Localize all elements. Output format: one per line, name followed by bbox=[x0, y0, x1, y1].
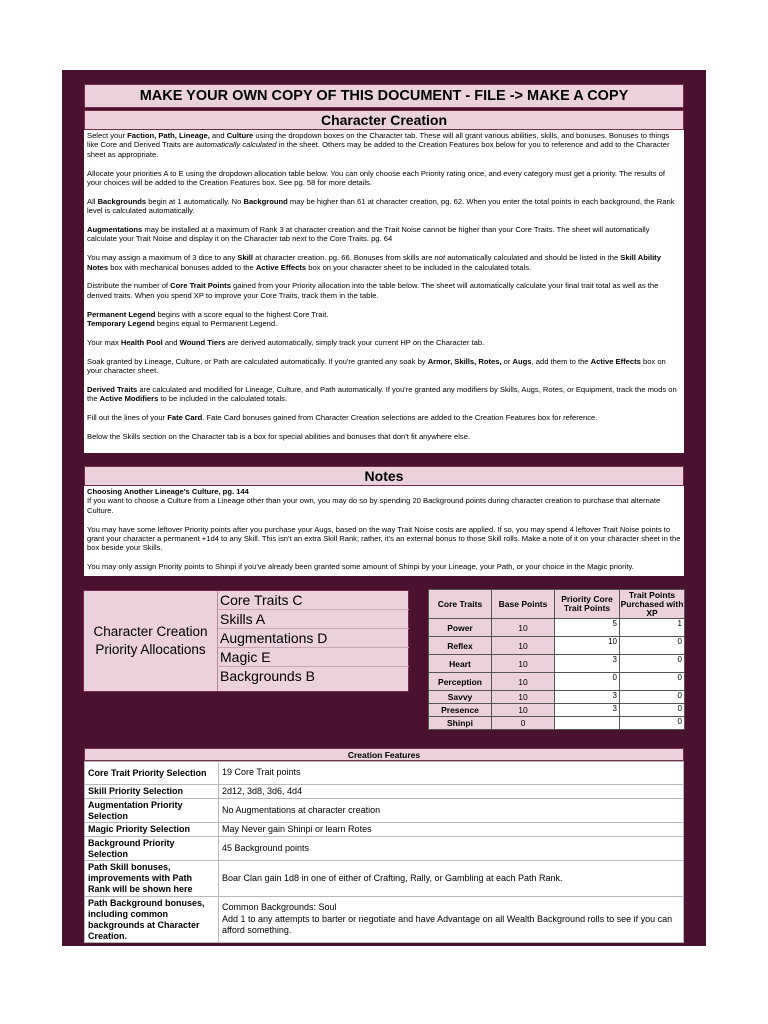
instruction-paragraph: Fill out the lines of your Fate Card. Fate Card bonuses gained from Character Creation selections are added to the Creation Features box for reference. bbox=[87, 413, 598, 423]
priority-dropdown-core-traits[interactable]: Core Traits C bbox=[218, 591, 409, 610]
instruction-paragraph: Soak granted by Lineage, Culture, or Path are calculated automatically. If you're granted any soak by Armor, Skills, Rotes, or Augs, add them to the Active Effects box on your character sheet. bbox=[87, 356, 666, 376]
col-base-points: Base Points bbox=[492, 590, 555, 619]
table-row bbox=[429, 655, 685, 673]
feature-label: Background Priority Selection bbox=[85, 837, 219, 861]
col-priority-points: Priority Core Trait Points bbox=[555, 590, 620, 619]
table-row bbox=[85, 861, 684, 897]
feature-label: Magic Priority Selection bbox=[85, 823, 219, 837]
col-core-traits: Core Traits bbox=[429, 590, 492, 619]
table-row bbox=[429, 637, 685, 655]
table-row bbox=[85, 762, 684, 785]
trait-priority-input[interactable]: 10 bbox=[555, 637, 620, 655]
trait-name: Presence bbox=[429, 704, 492, 717]
instruction-paragraph: Derived Traits are calculated and modified for Lineage, Culture, and Path automatically. If you're granted any modifiers by Skills, Augs, Rotes, or Equipment, track the mods on the Active Modifiers to be included in the calculated totals. bbox=[87, 384, 677, 404]
feature-value-line: Common Backgrounds: Soul bbox=[222, 902, 337, 913]
priority-dropdown-backgrounds[interactable]: Backgrounds B bbox=[220, 668, 315, 684]
priority-dropdown-skills[interactable]: Skills A bbox=[218, 610, 409, 629]
creation-features-heading: Creation Features bbox=[84, 748, 684, 761]
trait-priority-input[interactable]: 0 bbox=[555, 673, 620, 691]
trait-xp-input[interactable]: 0 bbox=[620, 691, 685, 704]
table-row bbox=[85, 785, 684, 799]
trait-base: 10 bbox=[492, 704, 555, 717]
feature-value: 45 Background points bbox=[219, 837, 684, 861]
table-row bbox=[429, 704, 685, 717]
priority-allocations-panel bbox=[83, 590, 409, 692]
note-paragraph: You may only assign Priority points to Shinpi if you've already been granted some amount of Shinpi by your Lineage, your Path, or your choice in the Magic priority. bbox=[87, 562, 634, 572]
core-traits-table bbox=[428, 589, 685, 730]
instruction-paragraph: Permanent Legend begins with a score equal to the highest Core Trait. Temporary Legend begins equal to Permanent Legend. bbox=[87, 309, 329, 329]
trait-base: 10 bbox=[492, 655, 555, 673]
table-row bbox=[85, 799, 684, 823]
trait-priority-input[interactable]: 3 bbox=[555, 655, 620, 673]
table-row bbox=[85, 897, 684, 943]
character-creation-heading: Character Creation bbox=[84, 110, 684, 130]
trait-xp-input[interactable]: 0 bbox=[620, 655, 685, 673]
priority-dropdown-augmentations[interactable]: Augmentations D bbox=[218, 629, 409, 648]
trait-base: 10 bbox=[492, 619, 555, 637]
trait-xp-input[interactable]: 1 bbox=[620, 619, 685, 637]
instruction-paragraph: Below the Skills section on the Character tab is a box for special abilities and bonuses that don't fit anywhere else. bbox=[87, 431, 471, 441]
feature-label: Core Trait Priority Selection bbox=[85, 762, 219, 785]
table-row bbox=[429, 619, 685, 637]
trait-name: Reflex bbox=[429, 637, 492, 655]
instruction-paragraph: Allocate your priorities A to E using the dropdown allocation table below. You can only choose each Priority rating once, and every category must get a priority. The results of your choices will be added to the Creation Features box. See pg. 58 for more details. bbox=[87, 168, 666, 188]
table-row bbox=[429, 691, 685, 704]
trait-base: 10 bbox=[492, 691, 555, 704]
feature-label: Augmentation Priority Selection bbox=[85, 799, 219, 823]
creation-features-table bbox=[84, 761, 684, 943]
trait-priority-input[interactable]: 3 bbox=[555, 704, 620, 717]
table-row bbox=[85, 823, 684, 837]
priority-dropdown-magic[interactable]: Magic E bbox=[218, 648, 409, 667]
feature-value-line: Add 1 to any attempts to barter or negotiate and have Advantage on all Wealth Background rolls to see if you can afford something. bbox=[222, 913, 673, 936]
instruction-paragraph: Your max Health Pool and Wound Tiers are derived automatically, simply track your current HP on the Character tab. bbox=[87, 337, 485, 347]
instruction-paragraph: You may assign a maximum of 3 dice to any Skill at character creation. pg. 66. Bonuses from skills are not automatically calculated and should be listed in the Skill Ability Notes box with mechanical bonuses added to the Active Effects box on your character sheet to be included in the calculated totals. bbox=[87, 253, 661, 272]
notes-heading: Notes bbox=[84, 466, 684, 486]
instruction-paragraph: Distribute the number of Core Trait Points gained from your Priority allocation into the table below. The sheet will automatically calculate your final trait total as well as the derived traits. When you spend XP to improve your Core Traits, track them in the table. bbox=[87, 281, 659, 300]
trait-priority-input[interactable]: 5 bbox=[555, 619, 620, 637]
trait-xp-input[interactable]: 0 bbox=[620, 637, 685, 655]
trait-xp-input[interactable]: 0 bbox=[620, 717, 685, 730]
trait-name: Heart bbox=[429, 655, 492, 673]
feature-value bbox=[219, 897, 684, 943]
trait-name: Perception bbox=[429, 673, 492, 691]
priority-label-line1: Character Creation bbox=[93, 624, 208, 639]
priority-allocations-label bbox=[84, 591, 217, 691]
notes-text bbox=[84, 486, 684, 576]
trait-xp-input[interactable]: 0 bbox=[620, 704, 685, 717]
feature-value: No Augmentations at character creation bbox=[219, 799, 684, 823]
feature-value: 2d12, 3d8, 3d6, 4d4 bbox=[219, 785, 684, 799]
trait-base: 0 bbox=[492, 717, 555, 730]
table-row bbox=[429, 717, 685, 730]
priority-label-line2: Priority Allocations bbox=[95, 642, 206, 657]
feature-value: 19 Core Trait points bbox=[219, 762, 684, 785]
feature-label: Skill Priority Selection bbox=[85, 785, 219, 799]
trait-name: Savvy bbox=[429, 691, 492, 704]
feature-label: Path Skill bonuses, improvements with Path Rank will be shown here bbox=[85, 861, 219, 897]
instruction-paragraph: All Backgrounds begin at 1 automatically. No Background may be higher than 61 at character creation, pg. 62. When you enter the total points in each background, the Rank level is calculated automatically. bbox=[87, 196, 675, 216]
trait-base: 10 bbox=[492, 673, 555, 691]
col-xp-points: Trait Points Purchased with XP bbox=[620, 589, 684, 618]
trait-name: Shinpi bbox=[429, 717, 492, 730]
trait-base: 10 bbox=[492, 637, 555, 655]
trait-priority-input[interactable]: 3 bbox=[555, 691, 620, 704]
trait-priority-input[interactable] bbox=[555, 717, 620, 730]
character-creation-instructions bbox=[84, 130, 684, 453]
priority-dropdown-list bbox=[217, 591, 409, 691]
note-paragraph: Choosing Another Lineage's Culture, pg. 144 If you want to choose a Culture from a Lineage other than your own, you may do so by spending 20 Background points during character creation to purchase that alternate Culture. bbox=[87, 487, 661, 515]
instruction-paragraph: Augmentations may be installed at a maximum of Rank 3 at character creation and the Trait Noise cannot be higher than your Core Traits. The sheet will automatically calculate your Trait Noise and display it on the Character tab next to the Core Traits. pg. 64 bbox=[87, 225, 650, 244]
feature-value: Boar Clan gain 1d8 in one of either of Crafting, Rally, or Gambling at each Path Rank. bbox=[219, 861, 684, 897]
table-row bbox=[429, 673, 685, 691]
copy-banner: MAKE YOUR OWN COPY OF THIS DOCUMENT - FILE -> MAKE A COPY bbox=[84, 84, 684, 108]
feature-label: Path Background bonuses, including common backgrounds at Character Creation. bbox=[85, 897, 219, 943]
trait-name: Power bbox=[429, 619, 492, 637]
feature-value: May Never gain Shinpi or learn Rotes bbox=[219, 823, 684, 837]
note-paragraph: You may have some leftover Priority points after you purchase your Augs, based on the way Trait Noise costs are applied. If so, you may spend 4 leftover Trait Noise points to grant your character a permanent +1d4 to any Skill. This isn't an extra Skill Rank; rather, it's an external bonus to those Skill rolls. Make a note of it on your character sheet in the box beside your Skills. bbox=[87, 524, 681, 553]
table-row bbox=[85, 837, 684, 861]
instruction-paragraph: Select your Faction, Path, Lineage, and Culture using the dropdown boxes on the Character tab. These will all grant various abilities, skills, and bonuses. Bonuses to things like Core and Derived Traits are automatically calculated in the sheet. Others may be added to the Creation Features box below for you to reference and add to the Character sheet as appropriate. bbox=[87, 131, 670, 159]
trait-xp-input[interactable]: 0 bbox=[620, 673, 685, 691]
